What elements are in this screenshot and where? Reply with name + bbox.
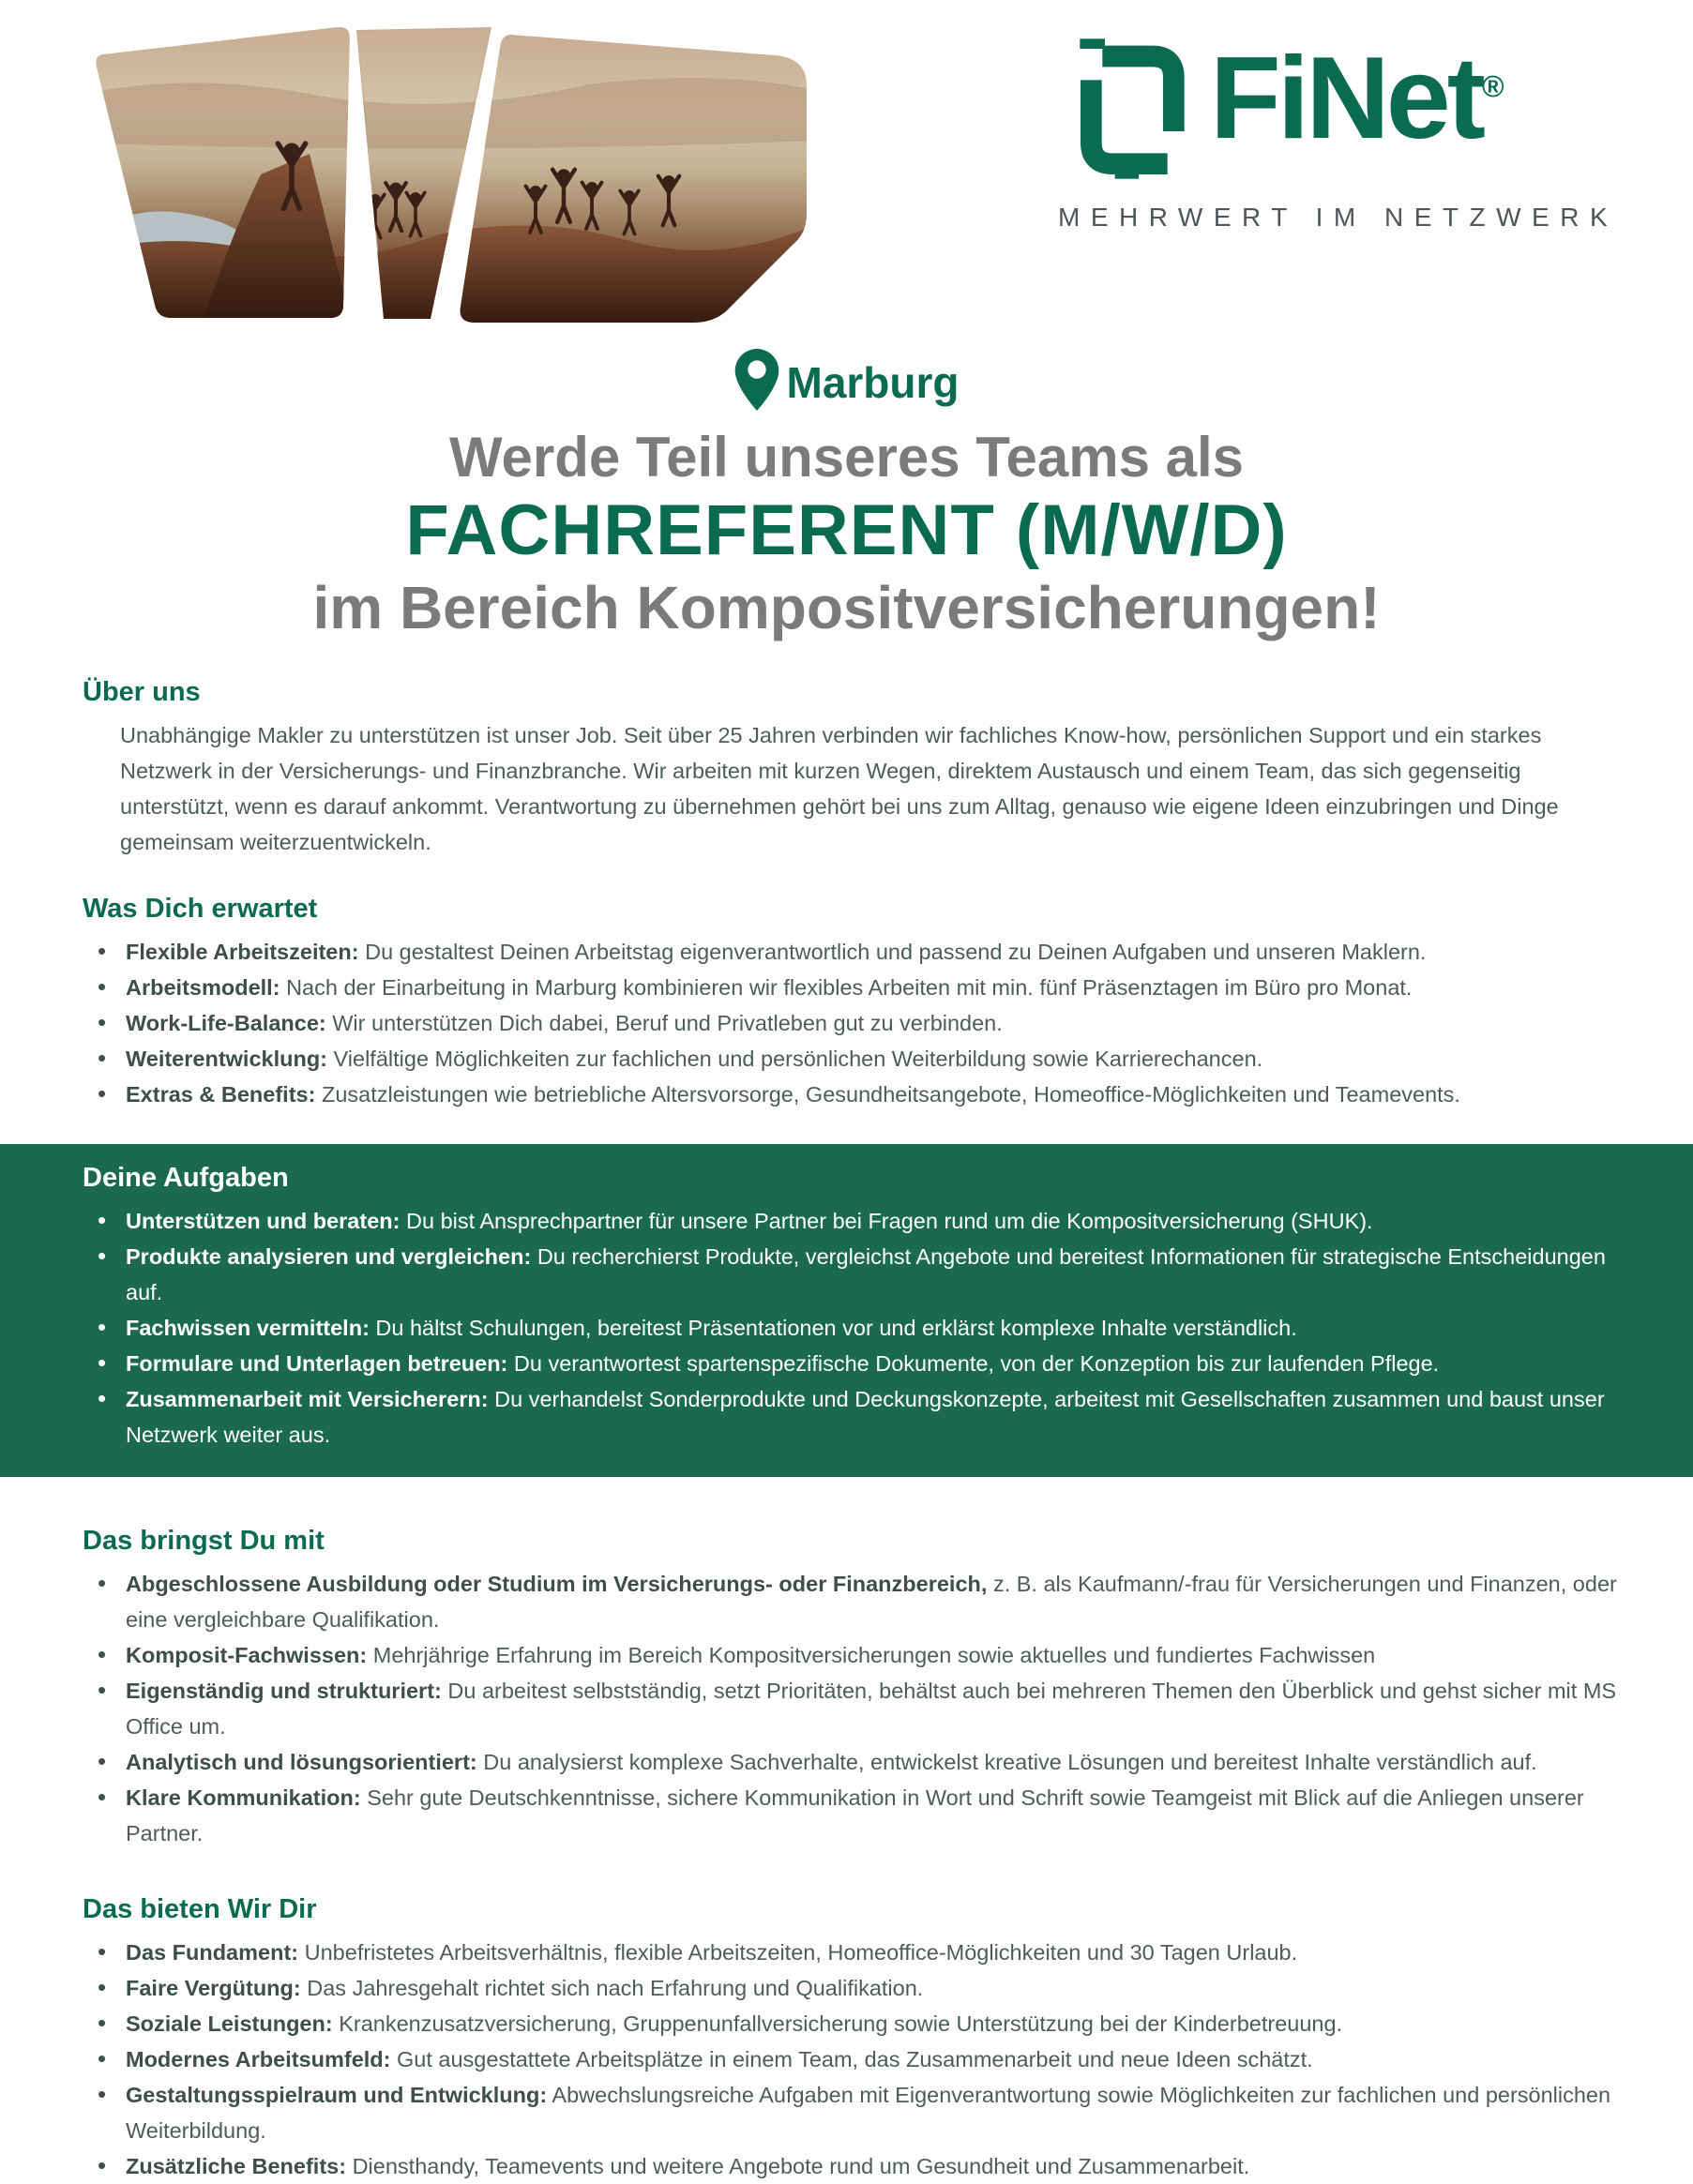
bullet-item (83, 1744, 1627, 1780)
bullet-item (83, 970, 1627, 1005)
bullet-item (83, 2148, 1627, 2184)
location-label: Marburg (786, 358, 960, 407)
bullet-item (83, 934, 1627, 970)
bullet-text: Du recherchierst Produkte, vergleichst Angebote und bereitest Informationen für strategische Entscheidungen auf. (126, 1244, 1606, 1304)
sections-container (0, 656, 1693, 2184)
bullet-lead: Faire Vergütung: (126, 1976, 301, 2000)
headline-job-title: FACHREFERENT (M/W/D) (405, 490, 1288, 570)
headline-department: im Bereich Kompositversicherungen! (312, 574, 1381, 641)
bullet-lead: Formulare und Unterlagen betreuen: (126, 1351, 508, 1376)
registered-trademark-symbol: ® (1482, 69, 1504, 103)
bullet-lead: Flexible Arbeitszeiten: (126, 940, 359, 964)
bullet-lead: Gestaltungsspielraum und Entwicklung: (126, 2083, 548, 2107)
bullet-text: Das Jahresgehalt richtet sich nach Erfahrung und Qualifikation. (307, 1976, 924, 2000)
section-was-dich-erwartet (0, 894, 1693, 1112)
bullet-item (83, 1203, 1627, 1239)
bullet-item (83, 1673, 1627, 1744)
bullet-item (83, 1381, 1627, 1453)
bullet-lead: Extras & Benefits: (126, 1082, 316, 1107)
bullet-lead: Soziale Leistungen: (126, 2011, 333, 2036)
bullet-item (83, 1239, 1627, 1310)
section-heading-deine-aufgaben: Deine Aufgaben (83, 1163, 289, 1193)
bullet-item (83, 1566, 1627, 1637)
section-deine-aufgaben (0, 1144, 1693, 1477)
bullet-lead: Komposit-Fachwissen: (126, 1643, 368, 1667)
bullet-text: Du verantwortest spartenspezifische Dokumente, von der Konzeption bis zur laufenden Pflege. (513, 1351, 1440, 1376)
bullet-item (83, 1041, 1627, 1077)
location-pin-icon (734, 349, 779, 411)
bullet-item (83, 1970, 1627, 2006)
bullet-lead: Produkte analysieren und vergleichen: (126, 1244, 532, 1269)
section-das-bringst-du-mit (0, 1526, 1693, 1851)
bullet-text: Unbefristetes Arbeitsverhältnis, flexible Arbeitszeiten, Homeoffice-Möglichkeiten und 30 Tagen Urlaub. (304, 1940, 1298, 1965)
bullet-text: Du gestaltest Deinen Arbeitstag eigenverantwortlich und passend zu Deinen Aufgaben und unseren Maklern. (365, 940, 1427, 964)
bullet-list (83, 934, 1627, 1112)
bullet-lead: Klare Kommunikation: (126, 1785, 361, 1810)
bullet-lead: Fachwissen vermitteln: (126, 1316, 370, 1340)
bullet-item (83, 1346, 1627, 1381)
bullet-text: Abwechslungsreiche Aufgaben mit Eigenverantwortung sowie Möglichkeiten zur fachlichen und persönlichen Weiterbildung. (126, 2083, 1611, 2143)
section-heading-was-dich-erwartet: Was Dich erwartet (83, 894, 318, 924)
bullet-item (83, 1310, 1627, 1346)
bullet-list (83, 1203, 1627, 1453)
bullet-text: Wir unterstützen Dich dabei, Beruf und Privatleben gut zu verbinden. (332, 1011, 1003, 1035)
bullet-item (83, 2041, 1627, 2077)
bullet-lead: Weiterentwicklung: (126, 1047, 328, 1071)
finet-logo-icon (1058, 38, 1197, 188)
bullet-lead: Eigenständig und strukturiert: (126, 1679, 442, 1703)
bullet-text: Du hältst Schulungen, bereitest Präsentationen vor und erklärst komplexe Inhalte verständlich. (375, 1316, 1297, 1340)
bullet-item (83, 1005, 1627, 1041)
brand-block (1058, 34, 1630, 233)
section-ueber-uns (0, 677, 1693, 860)
section-heading-ueber-uns: Über uns (83, 677, 201, 707)
bullet-lead: Work-Life-Balance: (126, 1011, 326, 1035)
bullet-text: Krankenzusatzversicherung, Gruppenunfallversicherung sowie Unterstützung bei der Kinderbetreuung. (339, 2011, 1343, 2036)
logo-wordmark (1210, 34, 1504, 163)
bullet-lead: Arbeitsmodell: (126, 975, 280, 1000)
bullet-list (83, 1566, 1627, 1851)
bullet-text: Gut ausgestattete Arbeitsplätze in einem Team, das Zusammenarbeit und neue Ideen schätzt. (397, 2047, 1313, 2071)
bullet-lead: Unterstützen und beraten: (126, 1209, 401, 1233)
mountain-team-photo-collage (64, 13, 814, 324)
logo-text: FiNet (1210, 34, 1482, 163)
headline-intro: Werde Teil unseres Teams als (448, 426, 1245, 489)
bullet-item (83, 1637, 1627, 1673)
bullet-text: Du analysierst komplexe Sachverhalte, entwickelst kreative Lösungen und bereitest Inhalte verständlich auf. (483, 1750, 1537, 1774)
section-das-bieten-wir-dir (0, 1894, 1693, 2184)
bullet-text: Sehr gute Deutschkenntnisse, sichere Kommunikation in Wort und Schrift sowie Teamgeist mit Blick auf die Anliegen unserer Partner. (126, 1785, 1584, 1845)
bullet-text: Du arbeitest selbstständig, setzt Prioritäten, behältst auch bei mehreren Themen den Überblick und gehst sicher mit MS Office um. (126, 1679, 1617, 1739)
bullet-lead: Zusätzliche Benefits: (126, 2154, 347, 2178)
bullet-lead: Modernes Arbeitsumfeld: (126, 2047, 391, 2071)
bullet-text: Zusatzleistungen wie betriebliche Altersvorsorge, Gesundheitsangebote, Homeoffice-Möglichkeiten und Teamevents. (321, 1082, 1460, 1107)
bullet-lead: Zusammenarbeit mit Versicherern: (126, 1387, 489, 1411)
bullet-item (83, 1935, 1627, 1970)
bullet-item (83, 1780, 1627, 1851)
section-paragraph: Unabhängige Makler zu unterstützen ist unser Job. Seit über 25 Jahren verbinden wir fachliches Know-how, persönlichen Support und ein starkes Netzwerk in der Versicherungs- und Finanzbranche. Wir arbeiten mit kurzen Wegen, direktem Austausch und einem Team, das sich gegenseitig unterstützt, wenn es darauf ankommt. Verantwortung zu übernehmen gehört bei uns zum Alltag, genauso wie eigene Ideen einzubringen und Dinge gemeinsam weiterzuentwickeln. (120, 723, 1559, 854)
bullet-text: z. B. als Kaufmann/-frau für Versicherungen und Finanzen, oder eine vergleichbare Qualifikation. (126, 1572, 1617, 1632)
bullet-item (83, 2006, 1627, 2041)
bullet-text: Mehrjährige Erfahrung im Bereich Kompositversicherungen sowie aktuelles und fundiertes Fachwissen (372, 1643, 1376, 1667)
bullet-lead: Das Fundament: (126, 1940, 299, 1965)
bullet-text: Vielfältige Möglichkeiten zur fachlichen und persönlichen Weiterbildung sowie Karrierechancen. (333, 1047, 1263, 1071)
section-heading-das-bieten-wir-dir: Das bieten Wir Dir (83, 1894, 317, 1924)
bullet-lead: Analytisch und lösungsorientiert: (126, 1750, 477, 1774)
location-row (0, 349, 1693, 411)
bullet-text: Diensthandy, Teamevents und weitere Angebote rund um Gesundheit und Zusammenarbeit. (352, 2154, 1250, 2178)
bullet-list (83, 1935, 1627, 2184)
bullet-text: Du verhandelst Sonderprodukte und Deckungskonzepte, arbeitest mit Gesellschaften zusammen und baust unser Netzwerk weiter aus. (126, 1387, 1605, 1447)
bullet-lead: Abgeschlossene Ausbildung oder Studium im Versicherungs- oder Finanzbereich, (126, 1572, 988, 1596)
bullet-item (83, 1077, 1627, 1112)
section-heading-das-bringst-du-mit: Das bringst Du mit (83, 1526, 325, 1556)
bullet-item (83, 2077, 1627, 2148)
bullet-text: Nach der Einarbeitung in Marburg kombinieren wir flexibles Arbeiten mit min. fünf Präsenztagen im Büro pro Monat. (286, 975, 1413, 1000)
bullet-text: Du bist Ansprechpartner für unsere Partner bei Fragen rund um die Kompositversicherung (SHUK). (406, 1209, 1373, 1233)
brand-tagline: MEHRWERT IM NETZWERK (1058, 203, 1619, 232)
